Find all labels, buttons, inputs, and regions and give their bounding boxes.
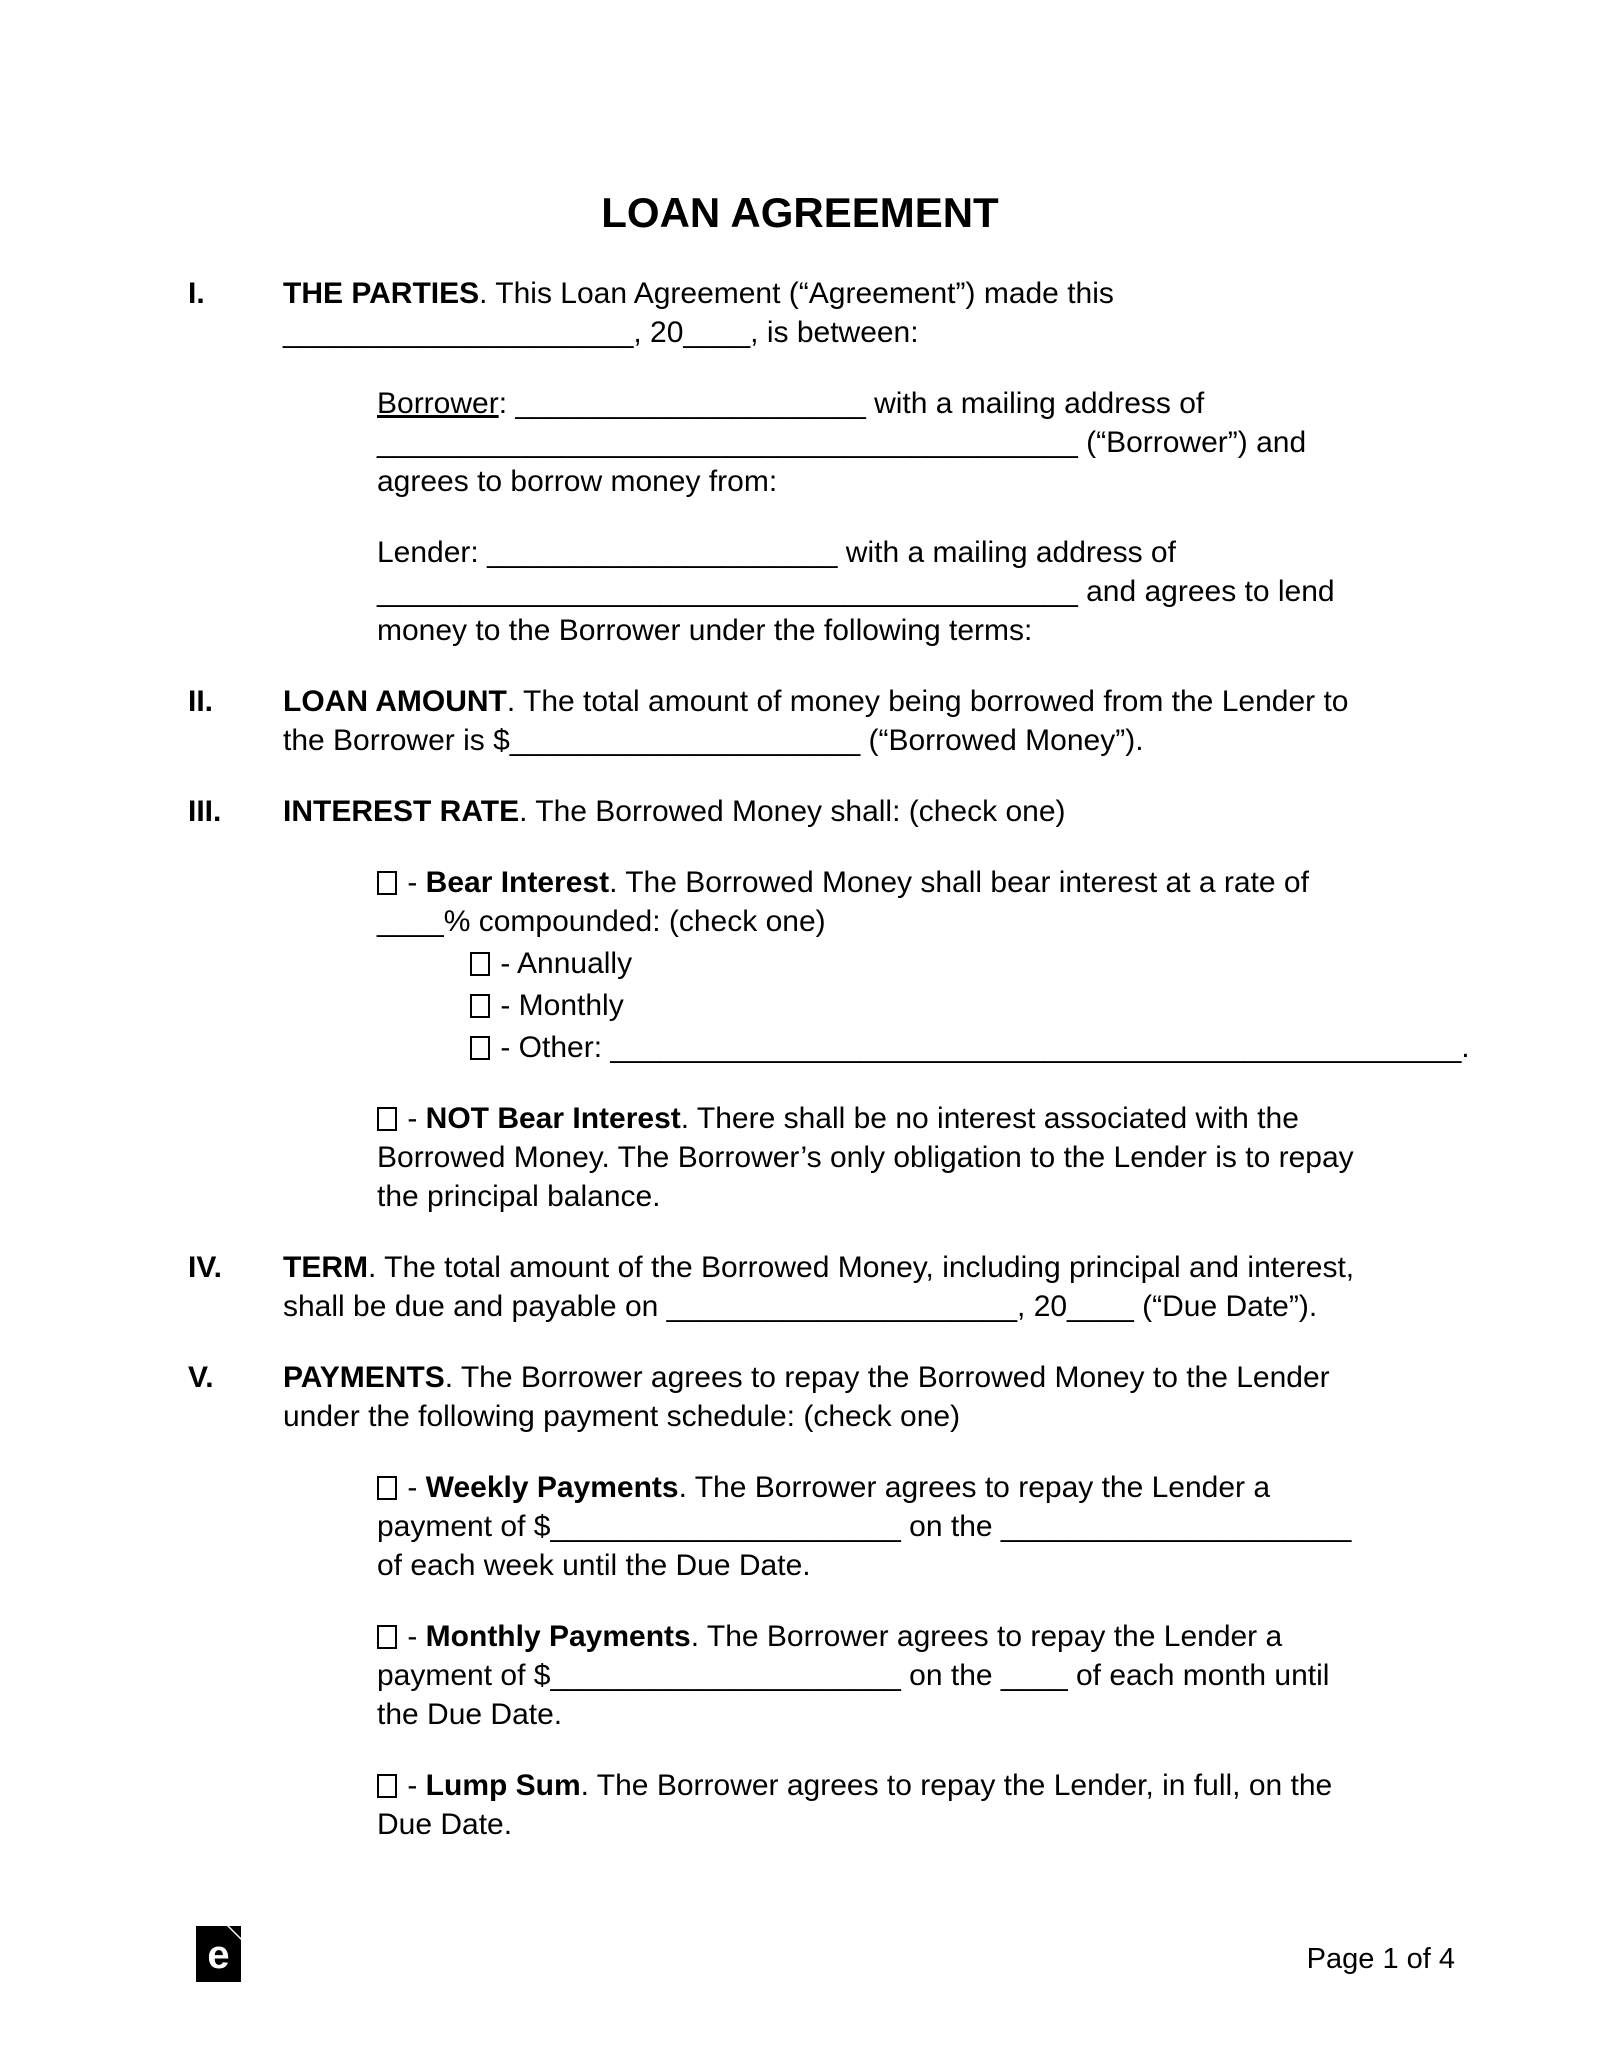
- text-line: [470, 944, 1600, 983]
- text: -: [399, 1620, 426, 1653]
- text: Borrowed Money. The Borrower’s only obligation to the Lender is to repay: [377, 1141, 1354, 1174]
- text-line: [377, 902, 1600, 941]
- text-line: [283, 1287, 1600, 1326]
- checkbox-icon[interactable]: [377, 1476, 397, 1500]
- text: __________________________________________ and agrees to lend: [377, 575, 1335, 608]
- text: Lender: _____________________ with a mailing address of: [377, 536, 1176, 569]
- section-number: I.: [188, 277, 205, 310]
- page-number-label: Page 1 of 4: [1306, 1943, 1455, 1975]
- text-line: [377, 1177, 1600, 1216]
- text-line: [377, 572, 1600, 611]
- text: __________________________________________ (“Borrower”) and: [377, 426, 1307, 459]
- bold-text: TERM: [283, 1251, 368, 1284]
- text: the Borrower is $_____________________ (“Borrowed Money”).: [283, 724, 1144, 757]
- section-v-payments: [188, 1358, 1600, 1436]
- bold-text: NOT Bear Interest: [425, 1102, 681, 1135]
- section-iv-term: [188, 1248, 1600, 1326]
- text: _____________________, 20____, is between:: [283, 316, 919, 349]
- text: . The total amount of the Borrowed Money, including principal and interest,: [368, 1251, 1355, 1284]
- text: . The Borrowed Money shall bear interest at a rate of: [609, 866, 1309, 899]
- text-line: [377, 462, 1600, 501]
- text-line: [377, 1138, 1600, 1177]
- text: under the following payment schedule: (check one): [283, 1400, 961, 1433]
- text: money to the Borrower under the following terms:: [377, 614, 1033, 647]
- text: . There shall be no interest associated with the: [680, 1102, 1299, 1135]
- text-line: [377, 533, 1600, 572]
- text-line: [377, 1656, 1600, 1695]
- text-line: [283, 1397, 1600, 1436]
- checkbox-icon[interactable]: [377, 1774, 397, 1798]
- logo-letter: e: [207, 1932, 230, 1977]
- section-number: II.: [188, 685, 214, 718]
- text-line: [283, 792, 1600, 831]
- text-line: [377, 423, 1600, 462]
- text: ____% compounded: (check one): [377, 905, 826, 938]
- text: -: [399, 1769, 426, 1802]
- text: -: [399, 1102, 426, 1135]
- option-monthly-payments: [377, 1617, 1600, 1734]
- document-body: [0, 238, 1600, 1844]
- text-line: [283, 313, 1600, 352]
- text: -: [399, 866, 426, 899]
- text-line: [283, 721, 1600, 760]
- text: . The Borrower agrees to repay the Borrowed Money to the Lender: [444, 1361, 1330, 1394]
- checkbox-icon[interactable]: [377, 1107, 397, 1131]
- text: - Monthly: [492, 989, 624, 1022]
- text-line: [377, 1766, 1600, 1805]
- checkbox-icon[interactable]: [377, 1625, 397, 1649]
- text-line: [377, 1617, 1600, 1656]
- text: the principal balance.: [377, 1180, 661, 1213]
- bold-text: LOAN AMOUNT: [283, 685, 507, 718]
- text: the Due Date.: [377, 1698, 563, 1731]
- checkbox-icon[interactable]: [470, 952, 490, 976]
- text: payment of $_____________________ on the ____ of each month until: [377, 1659, 1330, 1692]
- text: -: [399, 1471, 426, 1504]
- option-not-bear-interest: [377, 1099, 1600, 1216]
- text: - Other: ___________________________________________________.: [492, 1031, 1470, 1064]
- page-footer: [196, 1926, 1455, 1982]
- text-line: [377, 1546, 1600, 1585]
- text-line: [470, 1028, 1600, 1067]
- text-line: [283, 1358, 1600, 1397]
- text-line: [377, 863, 1600, 902]
- option-lump-sum: [377, 1766, 1600, 1844]
- bold-text: INTEREST RATE: [283, 795, 520, 828]
- bold-text: Lump Sum: [425, 1769, 581, 1802]
- option-bear-interest: [377, 863, 1600, 1067]
- text-line: [283, 1248, 1600, 1287]
- text-line: [377, 1805, 1600, 1844]
- text: : _____________________ with a mailing address of: [498, 387, 1205, 420]
- section-i-the-parties: [188, 274, 1600, 352]
- text-line: [377, 1099, 1600, 1138]
- checkbox-icon[interactable]: [470, 1036, 490, 1060]
- document-title: LOAN AGREEMENT: [601, 189, 999, 236]
- text-line: [377, 384, 1600, 423]
- option-weekly-payments: [377, 1468, 1600, 1585]
- text: . This Loan Agreement (“Agreement”) made this: [479, 277, 1114, 310]
- text-line: [377, 1695, 1600, 1734]
- text-line: [283, 274, 1600, 313]
- text-line: [283, 682, 1600, 721]
- text: shall be due and payable on _____________________, 20____ (“Due Date”).: [283, 1290, 1318, 1323]
- section-ii-loan-amount: [188, 682, 1600, 760]
- bold-text: Bear Interest: [425, 866, 610, 899]
- text: . The Borrower agrees to repay the Lender, in full, on the: [580, 1769, 1333, 1802]
- text-line: [377, 1507, 1600, 1546]
- text: payment of $_____________________ on the _____________________: [377, 1510, 1352, 1543]
- text-line: [470, 986, 1600, 1025]
- underlined-text: Borrower: [377, 387, 499, 420]
- text: . The Borrowed Money shall: (check one): [519, 795, 1066, 828]
- eforms-logo: [196, 1926, 241, 1982]
- text: Due Date.: [377, 1808, 513, 1841]
- checkbox-icon[interactable]: [377, 871, 397, 895]
- text: . The Borrower agrees to repay the Lender a: [678, 1471, 1271, 1504]
- bold-text: THE PARTIES: [283, 277, 480, 310]
- text: of each week until the Due Date.: [377, 1549, 811, 1582]
- text: . The Borrower agrees to repay the Lender a: [690, 1620, 1283, 1653]
- section-number: III.: [188, 795, 222, 828]
- text: agrees to borrow money from:: [377, 465, 778, 498]
- section-number: V.: [188, 1361, 214, 1394]
- paragraph-borrower: [377, 384, 1600, 501]
- text: . The total amount of money being borrowed from the Lender to: [506, 685, 1349, 718]
- text-line: [377, 1468, 1600, 1507]
- paragraph-lender: [377, 533, 1600, 650]
- text-line: [377, 611, 1600, 650]
- checkbox-icon[interactable]: [470, 994, 490, 1018]
- section-iii-interest-rate: [188, 792, 1600, 831]
- section-number: IV.: [188, 1251, 222, 1284]
- text: - Annually: [492, 947, 633, 980]
- bold-text: Weekly Payments: [425, 1471, 679, 1504]
- bold-text: PAYMENTS: [283, 1361, 445, 1394]
- bold-text: Monthly Payments: [425, 1620, 691, 1653]
